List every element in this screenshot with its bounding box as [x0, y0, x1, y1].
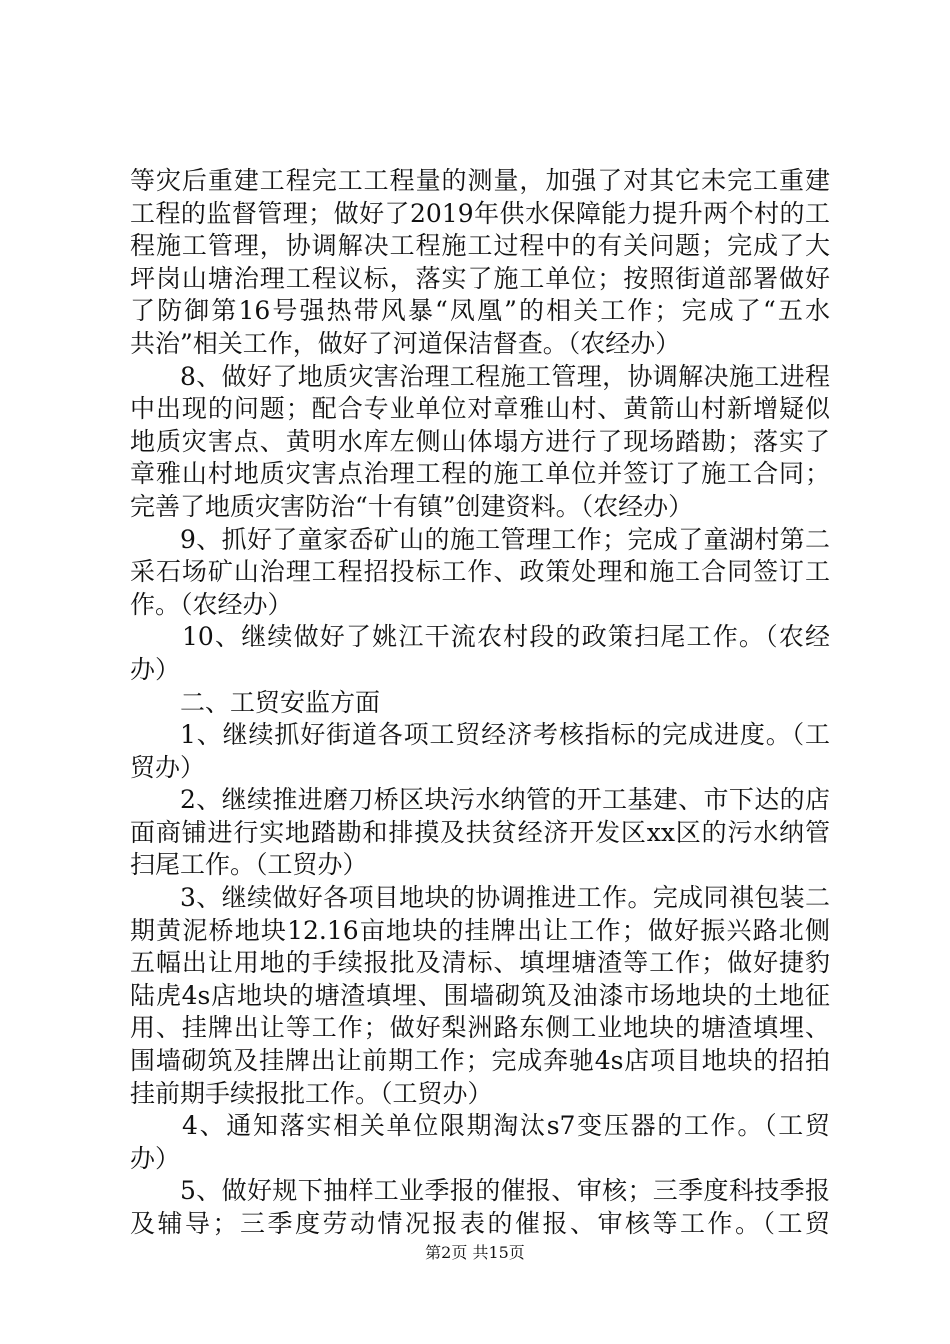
text-line: 采石场矿山治理工程招投标工作、政策处理和施工合同签订工	[130, 557, 830, 587]
text-line: 3、继续做好各项目地块的协调推进工作。完成同祺包装二	[180, 883, 830, 913]
text-line: 二、工贸安监方面	[180, 687, 381, 717]
page-footer	[0, 1243, 950, 1263]
text-line: 用、挂牌出让等工作；做好梨洲路东侧工业地块的塘渣填埋、	[130, 1013, 830, 1043]
text-line: 2、继续推进磨刀桥区块污水纳管的开工基建、市下达的店	[180, 785, 830, 815]
page-number: 第2页 共15页	[425, 1243, 525, 1262]
text-line: 期黄泥桥地块12.16亩地块的挂牌出让工作；做好振兴路北侧	[130, 915, 830, 945]
text-line: 1、继续抓好街道各项工贸经济考核指标的完成进度。（工	[180, 720, 830, 750]
text-line: 扫尾工作。（工贸办）	[130, 850, 368, 880]
text-line: 陆虎4s店地块的塘渣填埋、围墙砌筑及油漆市场地块的土地征	[130, 980, 830, 1010]
text-line: 挂前期手续报批工作。（工贸办）	[130, 1078, 493, 1108]
text-line: 等灾后重建工程完工工程量的测量，加强了对其它未完工重建	[130, 166, 830, 195]
text-line: 4、通知落实相关单位限期淘汰s7变压器的工作。（工贸	[182, 1111, 830, 1141]
text-line: 地质灾害点、黄明水库左侧山体塌方进行了现场踏勘；落实了	[130, 426, 830, 456]
text-line: 及辅导；三季度劳动情况报表的催报、审核等工作。（工贸	[130, 1209, 830, 1238]
document-body	[130, 165, 830, 1241]
text-line: 办）	[130, 654, 181, 684]
text-line: 共治”相关工作，做好了河道保洁督查。（农经办）	[130, 328, 681, 358]
text-line: 了防御第16号强热带风暴“凤凰”的相关工作；完成了“五水	[130, 296, 830, 326]
text-line: 完善了地质灾害防治“十有镇”创建资料。（农经办）	[130, 491, 694, 521]
text-line: 9、抓好了童家岙矿山的施工管理工作；完成了童湖村第二	[180, 524, 830, 554]
text-line: 中出现的问题；配合专业单位对章雅山村、黄箭山村新增疑似	[130, 394, 830, 424]
text-line: 程施工管理，协调解决工程施工过程中的有关问题；完成了大	[130, 231, 830, 261]
text-line: 面商铺进行实地踏勘和排摸及扶贫经济开发区xx区的污水纳管	[130, 817, 830, 847]
text-line: 作。（农经办）	[130, 589, 293, 619]
text-line: 办）	[130, 1143, 181, 1173]
text-line: 贸办）	[130, 752, 206, 782]
text-line: 章雅山村地质灾害点治理工程的施工单位并签订了施工合同；	[130, 459, 830, 489]
text-line: 10、继续做好了姚江干流农村段的政策扫尾工作。（农经	[182, 622, 830, 652]
text-line: 围墙砌筑及挂牌出让前期工作；完成奔驰4s店项目地块的招拍	[130, 1046, 830, 1076]
text-line: 五幅出让用地的手续报批及清标、填埋塘渣等工作；做好捷豹	[130, 948, 830, 978]
text-line: 8、做好了地质灾害治理工程施工管理，协调解决施工进程	[180, 361, 830, 391]
text-line: 工程的监督管理；做好了2019年供水保障能力提升两个村的工	[130, 198, 830, 228]
text-line: 5、做好规下抽样工业季报的催报、审核；三季度科技季报	[180, 1176, 830, 1206]
text-line: 坪岗山塘治理工程议标，落实了施工单位；按照街道部署做好	[130, 263, 830, 293]
